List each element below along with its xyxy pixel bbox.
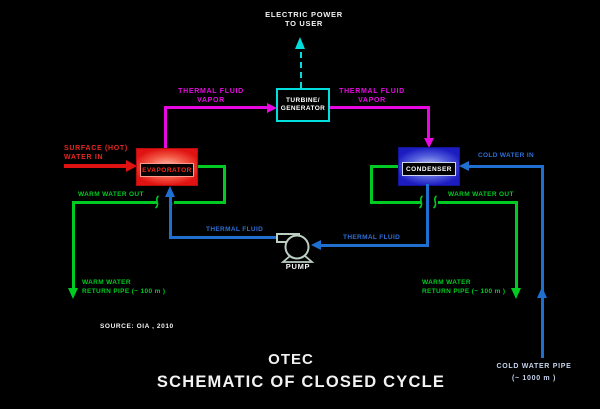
pipe-cold-water-deep (541, 165, 544, 358)
pipe-break-mark (153, 195, 161, 209)
pipe-warm-out-left-a (198, 165, 226, 168)
pipe-warm-out-right-a (370, 165, 398, 168)
warm-water-out-left-label: WARM WATER OUT (78, 191, 144, 198)
warm-water-out-right-label: WARM WATER OUT (448, 191, 514, 198)
pipe-break-mark (417, 195, 425, 209)
vapor-to-turbine-arrowhead (267, 103, 277, 113)
tfv-left-line1: THERMAL FLUID (178, 88, 244, 95)
thermal-fluid-right-label: THERMAL FLUID (343, 234, 401, 241)
warm-return-right-line2: RETURN PIPE (~ 100 m ) (422, 287, 506, 295)
evaporator-label: EVAPORATOR (140, 163, 194, 177)
warm-return-left-arrowhead (68, 288, 78, 299)
cold-water-pipe-line1: COLD WATER PIPE (496, 363, 572, 370)
cold-water-in-arrowhead (459, 161, 469, 171)
surface-hot-water-in-label (64, 145, 128, 162)
electric-power-dashed-line (300, 52, 302, 88)
thermal-fluid-left-label: THERMAL FLUID (206, 226, 264, 233)
pipe-warm-out-right-d (438, 201, 518, 204)
cold-water-pipe-line2: (~ 1000 m ) (511, 375, 557, 382)
thermal-fluid-vapor-right-label (339, 88, 405, 105)
pipe-warm-out-right-b (370, 165, 373, 204)
pipe-vapor-to-turbine (164, 106, 268, 109)
pipe-warm-out-left-d (72, 201, 157, 204)
electric-power-line1: ELECTRIC POWER (265, 10, 343, 19)
thermal-fluid-vapor-left-label (178, 88, 244, 105)
condenser-box (398, 147, 460, 186)
pipe-warm-return-left (72, 201, 75, 290)
warm-water-return-right-label (422, 279, 505, 296)
title-schematic: SCHEMATIC OF CLOSED CYCLE (156, 373, 446, 391)
tfv-right-line1: THERMAL FLUID (339, 88, 405, 95)
pipe-warm-out-left-b (223, 165, 226, 204)
warm-return-right-line1: WARM WATER (422, 279, 471, 286)
electric-power-label (254, 11, 354, 28)
pipe-cold-water-in (468, 165, 543, 168)
electric-power-arrowhead (295, 37, 305, 49)
turbine-generator-box (276, 88, 330, 122)
cold-water-up-arrowhead (537, 287, 547, 298)
warm-return-left-line1: WARM WATER (82, 279, 131, 286)
warm-water-return-left-label (82, 279, 165, 296)
evaporator-box (136, 148, 198, 186)
pipe-hot-water-in (64, 164, 127, 168)
pump-label: PUMP (285, 262, 311, 271)
pump-symbol (270, 226, 322, 266)
cold-water-in-label: COLD WATER IN (477, 152, 535, 159)
pipe-warm-out-left-c (174, 201, 226, 204)
pipe-thermal-fluid-right (320, 244, 429, 247)
pipe-break-mark (431, 195, 439, 209)
pipe-thermal-fluid-left-riser (169, 196, 172, 239)
hot-water-line1: SURFACE (HOT) (64, 145, 128, 152)
title-otec: OTEC (268, 351, 314, 368)
pipe-vapor-evaporator-riser (164, 106, 167, 148)
pipe-vapor-condenser-drop (427, 106, 430, 139)
pipe-vapor-from-turbine (330, 106, 430, 109)
cold-water-pipe-label (494, 361, 574, 385)
pipe-thermal-fluid-left (169, 236, 280, 239)
turbine-label-line2: GENERATOR (280, 105, 326, 112)
hot-water-line2: WATER IN (64, 153, 104, 161)
electric-power-line2: TO USER (284, 18, 324, 28)
warm-return-left-line2: RETURN PIPE (~ 100 m ) (82, 287, 166, 295)
warm-return-right-arrowhead (511, 288, 521, 299)
source-note: SOURCE: OIA , 2010 (100, 323, 174, 330)
tfv-right-line2: VAPOR (358, 96, 386, 104)
pipe-warm-return-right (515, 201, 518, 290)
tfv-left-line2: VAPOR (197, 96, 225, 104)
pipe-warm-out-right-c (370, 201, 421, 204)
pipe-thermal-fluid-condenser-drop (426, 184, 429, 247)
condenser-label: CONDENSER (402, 162, 456, 176)
turbine-label-line1: TURBINE/ (286, 97, 320, 104)
